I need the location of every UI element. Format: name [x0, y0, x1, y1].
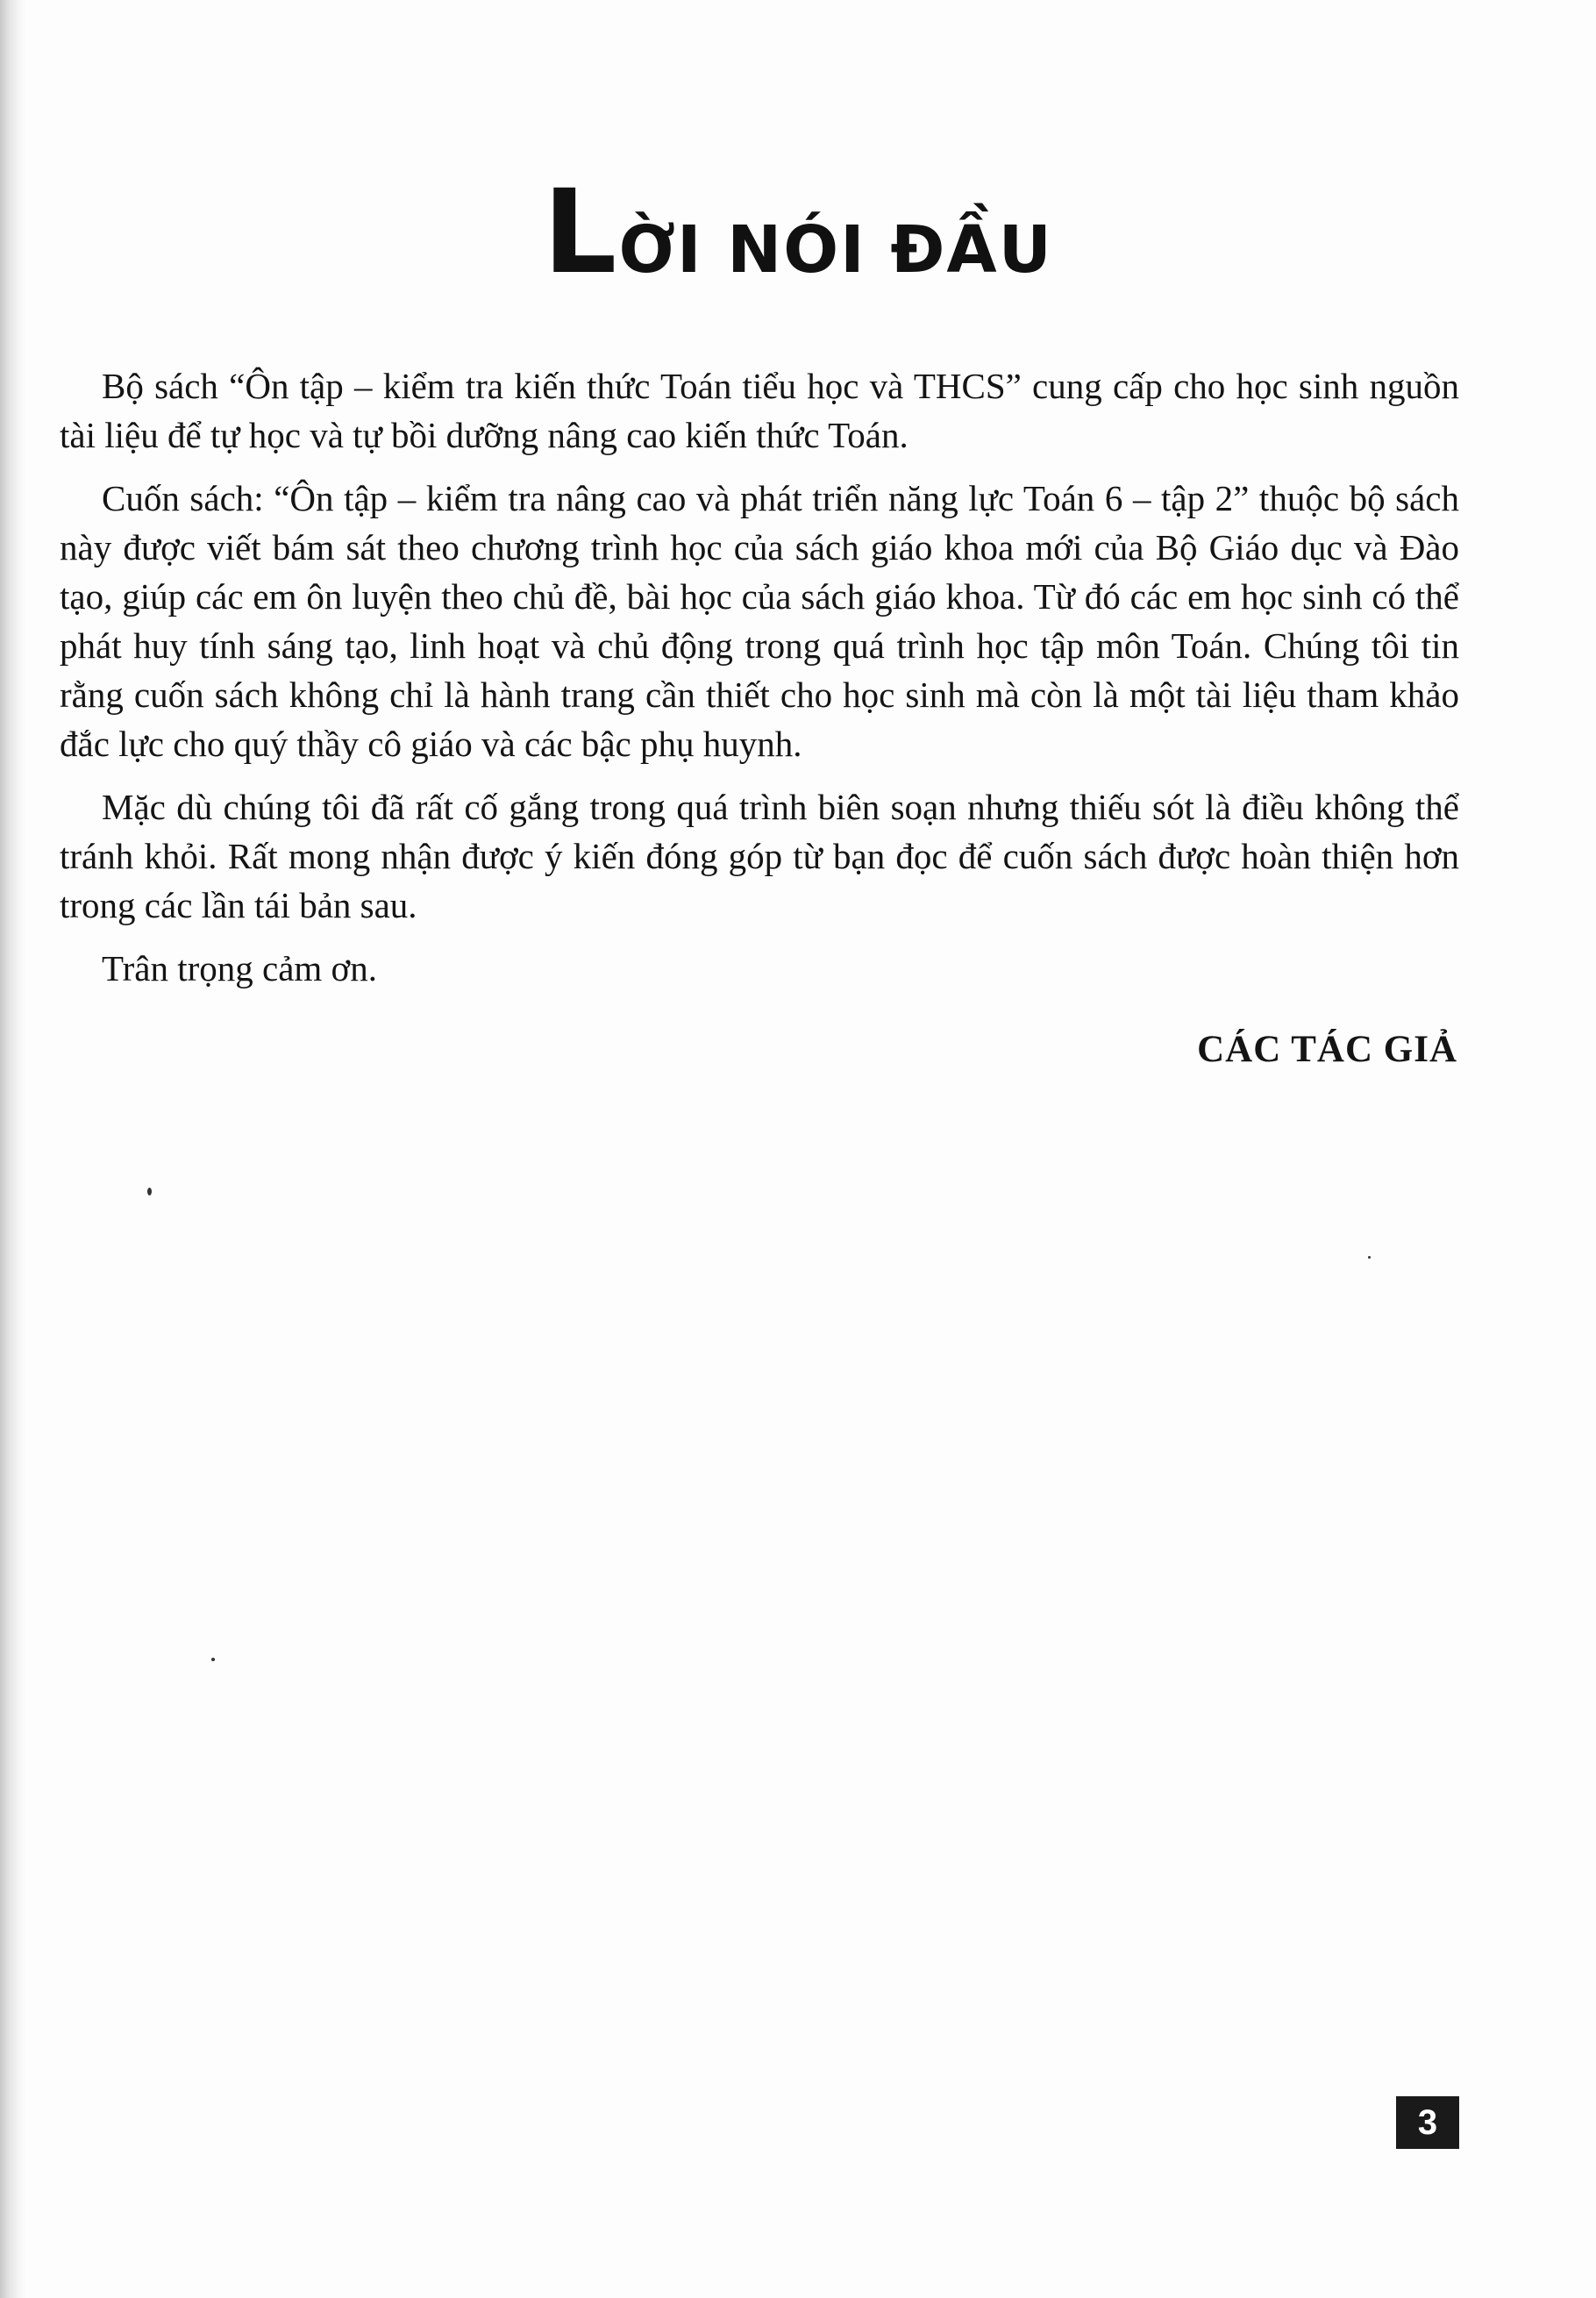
scan-speck [147, 1188, 152, 1195]
title-initial: L [543, 165, 619, 300]
scan-speck [211, 1658, 215, 1661]
paragraph: Cuốn sách: “Ôn tập – kiểm tra nâng cao và phát triển năng lực Toán 6 – tập 2” thuộc bộ sách này được viết bám sát theo chương trình học của sách giáo khoa mới của Bộ Giáo dục và Đào tạo, giúp các em ôn luyện theo chủ đề, bài học của sách giáo khoa. Từ đó các em học sinh có thể phát huy tính sáng tạo, linh hoạt và chủ động trong quá trình học tập môn Toán. Chúng tôi tin rằng cuốn sách không chỉ là hành trang cần thiết cho học sinh mà còn là một tài liệu tham khảo đắc lực cho quý thầy cô giáo và các bậc phụ huynh. [60, 478, 1459, 764]
scan-speck [1368, 1256, 1371, 1259]
paragraph: Mặc dù chúng tôi đã rất cố gắng trong quá trình biên soạn nhưng thiếu sót là điều không thể tránh khỏi. Rất mong nhận được ý kiến đóng góp từ bạn đọc để cuốn sách được hoàn thiện hơn trong các lần tái bản sau. [60, 787, 1459, 925]
preface-body [60, 361, 1459, 1007]
page-gutter-shadow [0, 0, 26, 2298]
paragraph-closing: Trân trọng cảm ơn. [102, 948, 377, 988]
page-number-badge: 3 [1396, 2096, 1459, 2149]
paragraph: Bộ sách “Ôn tập – kiểm tra kiến thức Toán tiểu học và THCS” cung cấp cho học sinh nguồn tài liệu để tự học và tự bồi dưỡng nâng cao kiến thức Toán. [60, 366, 1459, 455]
title-rest: ỜI NÓI ĐẦU [618, 212, 1053, 288]
page-title [0, 165, 1596, 300]
signature: CÁC TÁC GIẢ [1197, 1029, 1457, 1070]
